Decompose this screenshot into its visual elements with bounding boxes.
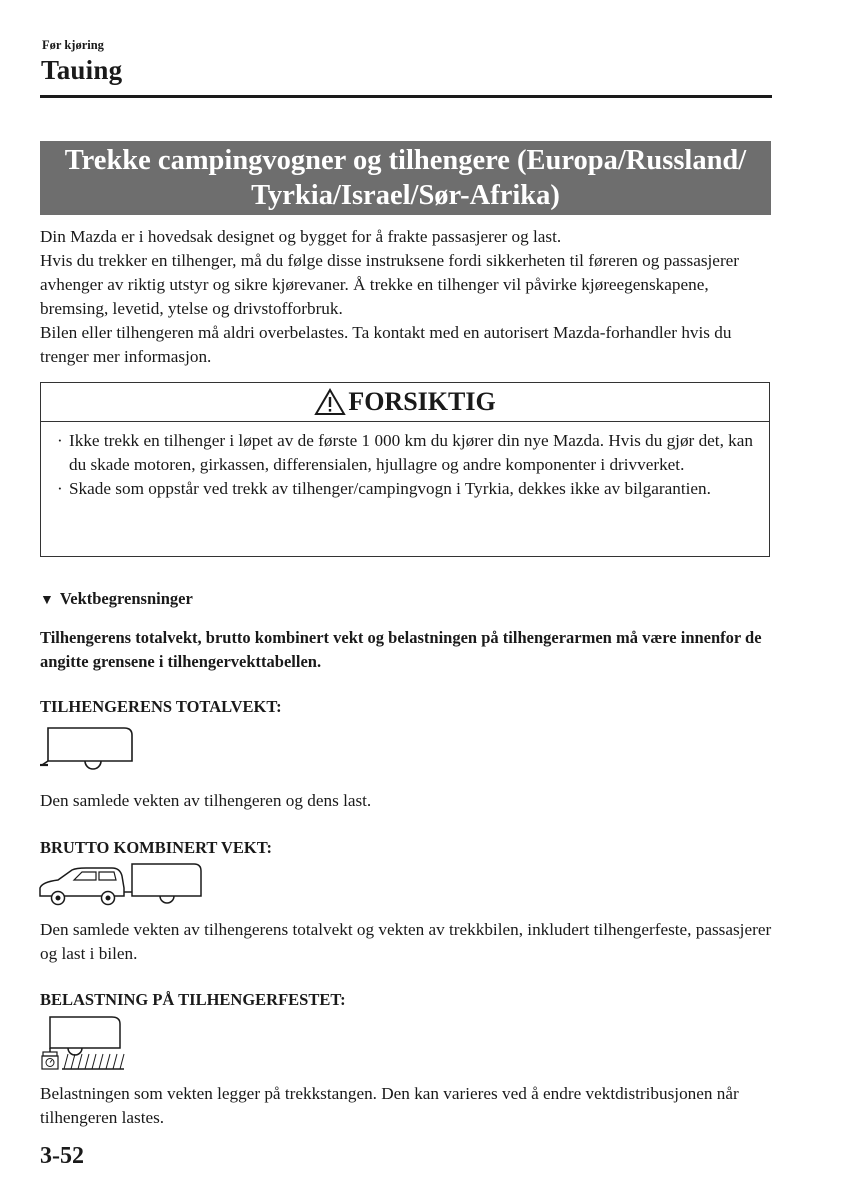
caution-header (41, 383, 769, 422)
item-desc-gross-combined: Den samlede vekten av tilhengerens totalvekt og vekten av trekkbilen, inkludert tilhengerfeste, passasjerer og last i bilen. (40, 920, 772, 963)
caution-item: · Ikke trekk en tilhenger i løpet av de første 1 000 km du kjører din nye Mazda. Hvis du gjør det, kan du skade motoren, girkassen, differensialen, hjullagre og andre komponenter i drivverket. (69, 429, 757, 477)
trailer-icon (40, 725, 135, 773)
page-title: Tauing (41, 55, 123, 85)
weights-intro: Tilhengerens totalvekt, brutto kombinert vekt og belastningen på tilhengerarmen må være innenfor de angitte grensene i tilhengervekttabellen. (40, 628, 762, 671)
caution-box (40, 382, 770, 557)
caution-list (41, 422, 769, 501)
section-banner (40, 141, 771, 215)
warning-triangle-icon (314, 388, 346, 416)
caution-heading: FORSIKTIG (348, 387, 496, 416)
caution-item: · Skade som oppstår ved trekk av tilhenger/campingvogn i Tyrkia, dekkes ikke av bilgarantien. (69, 477, 757, 501)
intro-paragraph: Bilen eller tilhengeren må aldri overbelastes. Ta kontakt med en autorisert Mazda-forhandler hvis du trenger mer informasjon. (40, 323, 732, 366)
intro-paragraph: Din Mazda er i hovedsak designet og bygget for å frakte passasjerer og last. (40, 227, 562, 246)
item-title-trailer-weight: TILHENGERENS TOTALVEKT: (40, 697, 282, 716)
triangle-down-icon: ▼ (40, 593, 54, 608)
car-with-trailer-icon (36, 860, 206, 912)
header-rule (40, 95, 772, 98)
intro-text (40, 225, 780, 369)
item-desc-trailer-weight: Den samlede vekten av tilhengeren og dens last. (40, 791, 372, 810)
page-number: 3-52 (40, 1143, 84, 1169)
hitch-scale-icon (40, 1014, 130, 1072)
weights-heading (40, 589, 193, 609)
item-title-gross-combined: BRUTTO KOMBINERT VEKT: (40, 838, 272, 857)
banner-line-1: Trekke campingvogner og tilhengere (Europa/Russland/ (64, 145, 747, 176)
intro-paragraph: Hvis du trekker en tilhenger, må du følge disse instruksene fordi sikkerheten til føreren og passasjerer avhenger av riktig utstyr og sikre kjørevaner. Å trekke en tilhenger vil påvirke kjøreegenskapene, bremsing, levetid, ytelse og drivstofforbruk. (40, 251, 740, 318)
banner-line-2: Tyrkia/Israel/Sør-Afrika) (251, 180, 560, 211)
section-kicker: Før kjøring (42, 38, 104, 52)
item-title-hitch-load: BELASTNING PÅ TILHENGERFESTET: (40, 990, 346, 1009)
weights-heading-text: Vektbegrensninger (59, 589, 193, 608)
item-desc-hitch-load: Belastningen som vekten legger på trekkstangen. Den kan varieres ved å endre vektdistribusjonen når tilhengeren lastes. (40, 1084, 739, 1127)
